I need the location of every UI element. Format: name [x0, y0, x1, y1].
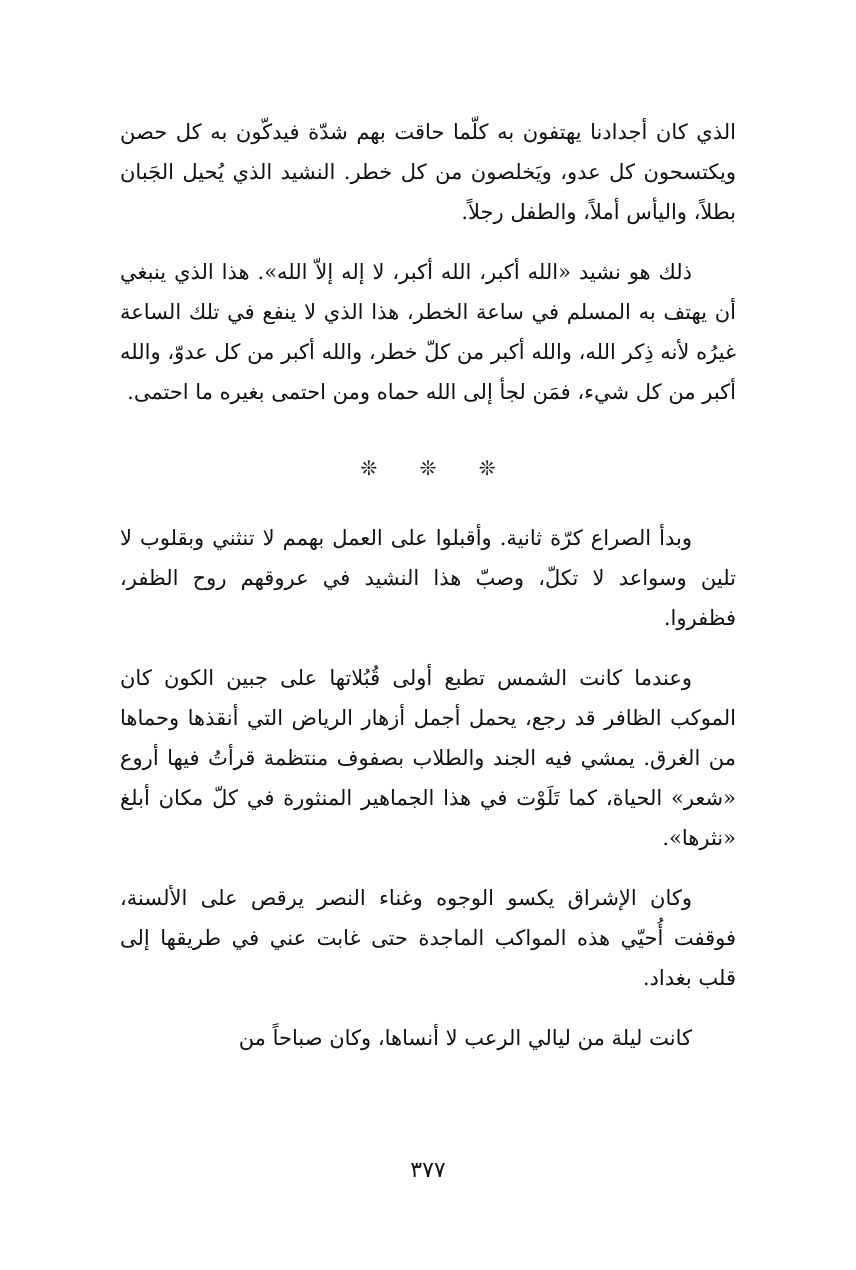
paragraph-2: ذلك هو نشيد «الله أكبر، الله أكبر، لا إله إلاّ الله». هذا الذي ينبغي أن يهتف به المسلم في ساعة الخطر، هذا الذي لا ينفع في تلك الساعة غيرُه لأنه ذِكر الله، والله أكبر من كلّ خطر، والله أكبر من كل عدوّ، والله أكبر من كل شيء، فمَن لجأ إلى الله حماه ومن احتمى بغيره ما احتمى. [120, 260, 736, 404]
paragraph-1: الذي كان أجدادنا يهتفون به كلّما حاقت بهم شدّة فيدكّون به كل حصن ويكتسحون كل عدو، ويَخلصون من كل خطر. النشيد الذي يُحيل الجَبان بطلاً، واليأس أملاً، والطفل رجلاً. [120, 120, 736, 224]
section-separator: ❊ ❊ ❊ [360, 456, 514, 480]
paragraph-5: وكان الإشراق يكسو الوجوه وغناء النصر يرقص على الألسنة، فوقفت أُحيّي هذه المواكب الماجدة حتى غابت عني في طريقها إلى قلب بغداد. [120, 886, 736, 990]
paragraph-4: وعندما كانت الشمس تطبع أولى قُبُلاتها على جبين الكون كان الموكب الظافر قد رجع، يحمل أجمل أزهار الرياض التي أنقذها وحماها من الغرق. يمشي فيه الجند والطلاب بصفوف منتظمة قرأتُ فيها أروع «شعر» الحياة، كما تَلَوْت في هذا الجماهير المنثورة في كلّ مكان أبلغ «نثرها». [120, 666, 736, 850]
page-number: ٣٧٧ [410, 1158, 446, 1183]
page-body [120, 112, 736, 1078]
paragraph-6: كانت ليلة من ليالي الرعب لا أنساها، وكان صباحاً من [238, 1026, 692, 1050]
paragraph-3: وبدأ الصراع كرّة ثانية. وأقبلوا على العمل بهمم لا تنثني وبقلوب لا تلين وسواعد لا تكلّ، وصبّ هذا النشيد في عروقهم روح الظفر، فظفروا. [120, 526, 736, 630]
